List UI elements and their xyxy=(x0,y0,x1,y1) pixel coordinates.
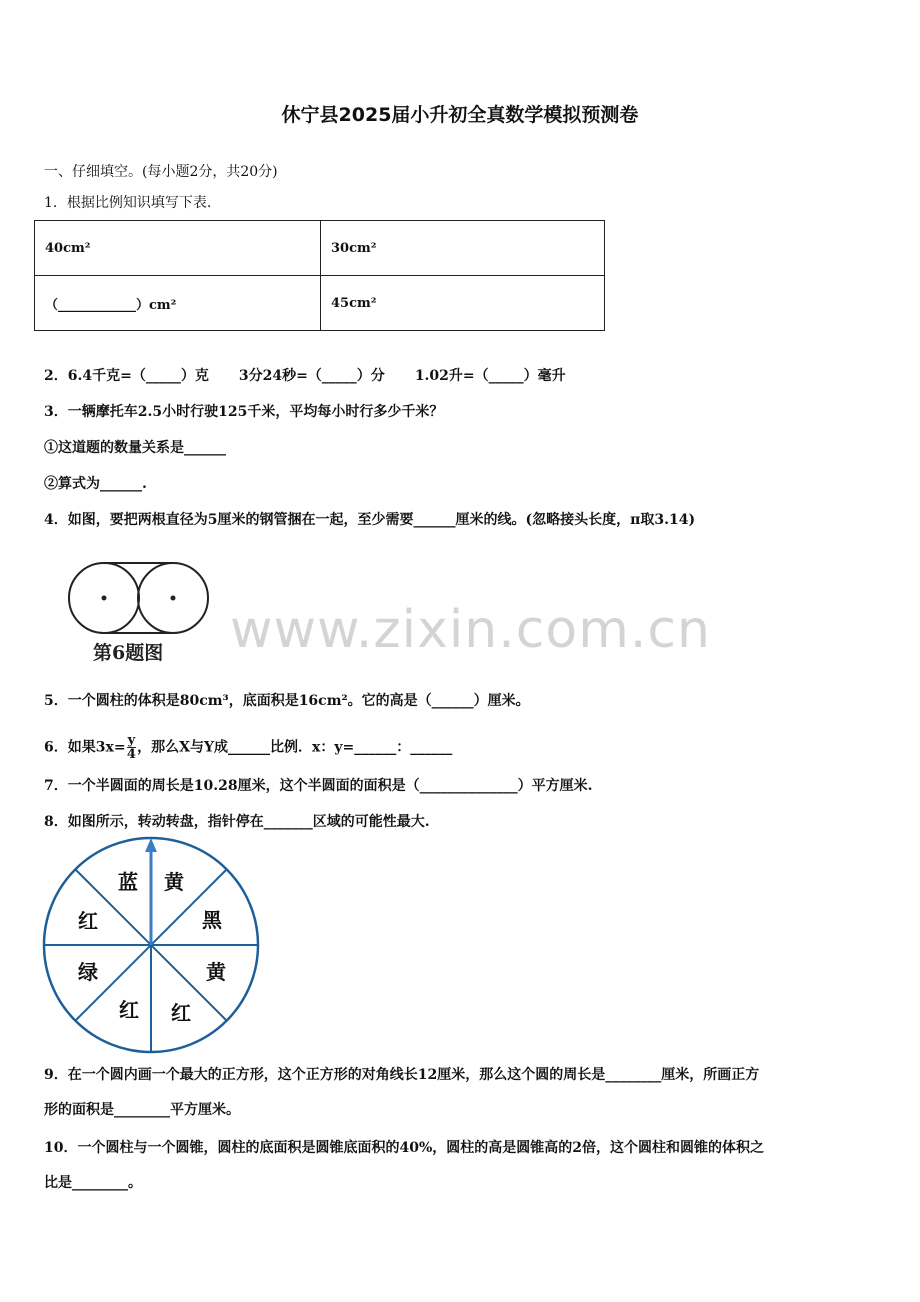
question-9-line-2: 形的面积是________平方厘米。 xyxy=(44,1102,240,1118)
center-dot xyxy=(102,596,107,601)
sector-label: 红 xyxy=(171,1001,191,1025)
question-1: 1．根据比例知识填写下表. xyxy=(44,195,212,211)
proportion-table xyxy=(34,220,605,331)
question-7: 7．一个半圆面的周长是10.28厘米，这个半圆面的面积是（______________）平方厘米. xyxy=(44,778,593,794)
q2-part-2: 3分24秒=（_____）分 xyxy=(238,368,385,384)
sector-label: 红 xyxy=(119,998,139,1022)
q2-part-3: 1.02升=（_____）毫升 xyxy=(414,368,566,384)
sector-label: 黄 xyxy=(206,960,226,984)
fraction xyxy=(127,734,137,761)
table-row xyxy=(35,276,605,331)
question-2 xyxy=(44,366,566,386)
section-heading: 一、仔细填空。(每小题2分，共20分) xyxy=(44,164,278,180)
question-3-sub-2: ②算式为______. xyxy=(44,476,147,492)
table-row xyxy=(35,221,605,276)
table-cell: 30cm² xyxy=(321,221,605,276)
pointer-arrow-icon xyxy=(145,838,157,852)
figure-caption: 第6题图 xyxy=(93,642,164,664)
table-cell: （____________）cm² xyxy=(35,276,321,331)
fraction-denominator: 4 xyxy=(126,747,136,762)
sector-label: 黑 xyxy=(202,908,222,932)
sector-label: 绿 xyxy=(78,960,98,984)
question-10-line-2: 比是________。 xyxy=(44,1175,142,1191)
q6-before: 6．如果3x= xyxy=(44,739,126,756)
question-3-sub-1: ①这道题的数量关系是______ xyxy=(44,440,226,456)
sector-label: 蓝 xyxy=(118,870,138,894)
spinner-figure xyxy=(40,836,264,1056)
question-10-line-1: 10．一个圆柱与一个圆锥，圆柱的底面积是圆锥底面积的40%，圆柱的高是圆锥高的2倍，这个圆柱和圆锥的体积之 xyxy=(44,1140,765,1156)
sector-label: 红 xyxy=(78,909,98,933)
center-dot xyxy=(171,596,176,601)
page-title: 休宁县2025届小升初全真数学模拟预测卷 xyxy=(281,104,639,126)
watermark: www.zixin.com.cn xyxy=(230,600,711,660)
fraction-numerator: y xyxy=(127,733,136,748)
question-9-line-1: 9．在一个圆内画一个最大的正方形，这个正方形的对角线长12厘米，那么这个圆的周长是________厘米，所画正方 xyxy=(44,1067,760,1083)
question-8: 8．如图所示，转动转盘，指针停在_______区域的可能性最大. xyxy=(44,814,430,830)
q6-after: ，那么X与Y成______比例．x：y=______：______ xyxy=(137,739,453,756)
question-6 xyxy=(44,734,452,761)
table-cell: 45cm² xyxy=(321,276,605,331)
question-5: 5．一个圆柱的体积是80cm³，底面积是16cm²。它的高是（______）厘米。 xyxy=(44,693,530,709)
question-number: 2． xyxy=(44,368,68,384)
q2-part-1: 6.4千克=（_____）克 xyxy=(67,368,209,384)
table-cell: 40cm² xyxy=(35,221,321,276)
sector-label: 黄 xyxy=(164,870,184,894)
question-3: 3．一辆摩托车2.5小时行驶125千米，平均每小时行多少千米？ xyxy=(44,404,444,420)
question-4: 4．如图，要把两根直径为5厘米的钢管捆在一起，至少需要______厘米的线。(忽略接头长度，π取3.14) xyxy=(44,512,696,528)
pipes-figure xyxy=(60,556,220,666)
